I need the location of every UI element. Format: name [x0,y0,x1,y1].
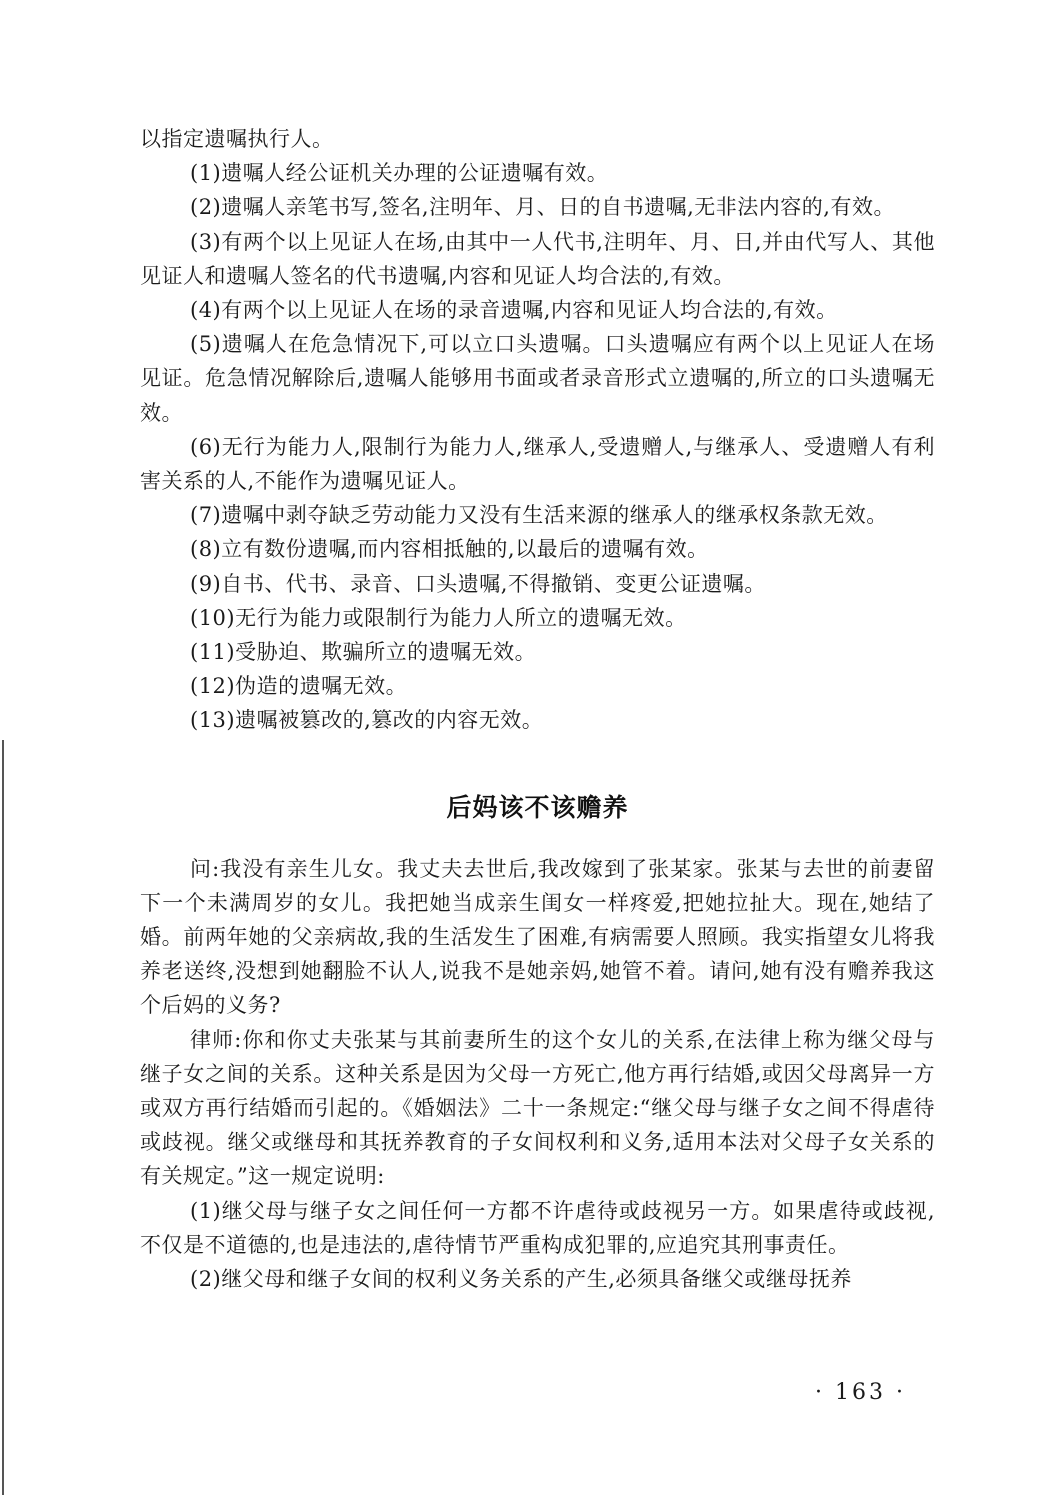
rule-6: (6)无行为能力人,限制行为能力人,继承人,受遗赠人,与继承人、受遗赠人有利害关系的人,不能作为遗嘱见证人。 [140,434,935,494]
rule-8: (8)立有数份遗嘱,而内容相抵触的,以最后的遗嘱有效。 [190,537,709,562]
page-number: · 163 · [815,1380,906,1405]
rule-3: (3)有两个以上见证人在场,由其中一人代书,注明年、月、日,并由代写人、其他见证人和遗嘱人签名的代书遗嘱,内容和见证人均合法的,有效。 [140,229,935,288]
answer-point-1: (1)继父母与继子女之间任何一方都不许虐待或歧视另一方。如果虐待或歧视,不仅是不道德的,也是违法的,虐待情节严重构成犯罪的,应追究其刑事责任。 [140,1198,935,1257]
rule-13: (13)遗嘱被篡改的,篡改的内容无效。 [190,708,544,733]
rule-11: (11)受胁迫、欺骗所立的遗嘱无效。 [190,640,537,665]
scan-edge-line [2,740,4,1495]
paragraph-continuation: 以指定遗嘱执行人。 [140,127,334,151]
rule-5: (5)遗嘱人在危急情况下,可以立口头遗嘱。口头遗嘱应有两个以上见证人在场见证。危急情况解除后,遗嘱人能够用书面或者录音形式立遗嘱的,所立的口头遗嘱无效。 [140,332,935,425]
page-body [140,122,935,1296]
will-rules-section [140,122,935,738]
rule-4: (4)有两个以上见证人在场的录音遗嘱,内容和见证人均合法的,有效。 [190,298,838,323]
answer-point-2: (2)继父母和继子女间的权利义务关系的产生,必须具备继父或继母抚养 [190,1267,852,1292]
rule-2: (2)遗嘱人亲笔书写,签名,注明年、月、日的自书遗嘱,无非法内容的,有效。 [190,195,895,220]
rule-10: (10)无行为能力或限制行为能力人所立的遗嘱无效。 [190,605,687,630]
lawyer-answer-paragraph: 律师:你和你丈夫张某与其前妻所生的这个女儿的关系,在法律上称为继父母与继子女之间的关系。这种关系是因为父母一方死亡,他方再行结婚,或因父母离异一方或双方再行结婚而引起的。《婚姻法》二十一条规定:“继父母与继子女之间不得虐待或歧视。继父或继母和其抚养教育的子女间权利和义务,适用本法对父母子女关系的有关规定。”这一规定说明: [140,1027,935,1189]
rule-1: (1)遗嘱人经公证机关办理的公证遗嘱有效。 [190,161,609,186]
section-heading: 后妈该不该赡养 [446,792,629,822]
rule-9: (9)自书、代书、录音、口头遗嘱,不得撤销、变更公证遗嘱。 [190,571,766,596]
rule-7: (7)遗嘱中剥夺缺乏劳动能力又没有生活来源的继承人的继承权条款无效。 [190,503,888,528]
rule-12: (12)伪造的遗嘱无效。 [190,674,408,699]
stepmother-support-section [140,788,935,1297]
question-paragraph: 问:我没有亲生儿女。我丈夫去世后,我改嫁到了张某家。张某与去世的前妻留下一个未满周岁的女儿。我把她当成亲生闺女一样疼爱,把她拉扯大。现在,她结了婚。前两年她的父亲病故,我的生活发生了困难,有病需要人照顾。我实指望女儿将我养老送终,没想到她翻脸不认人,说我不是她亲妈,她管不着。请问,她有没有赡养我这个后妈的义务? [140,856,935,1018]
